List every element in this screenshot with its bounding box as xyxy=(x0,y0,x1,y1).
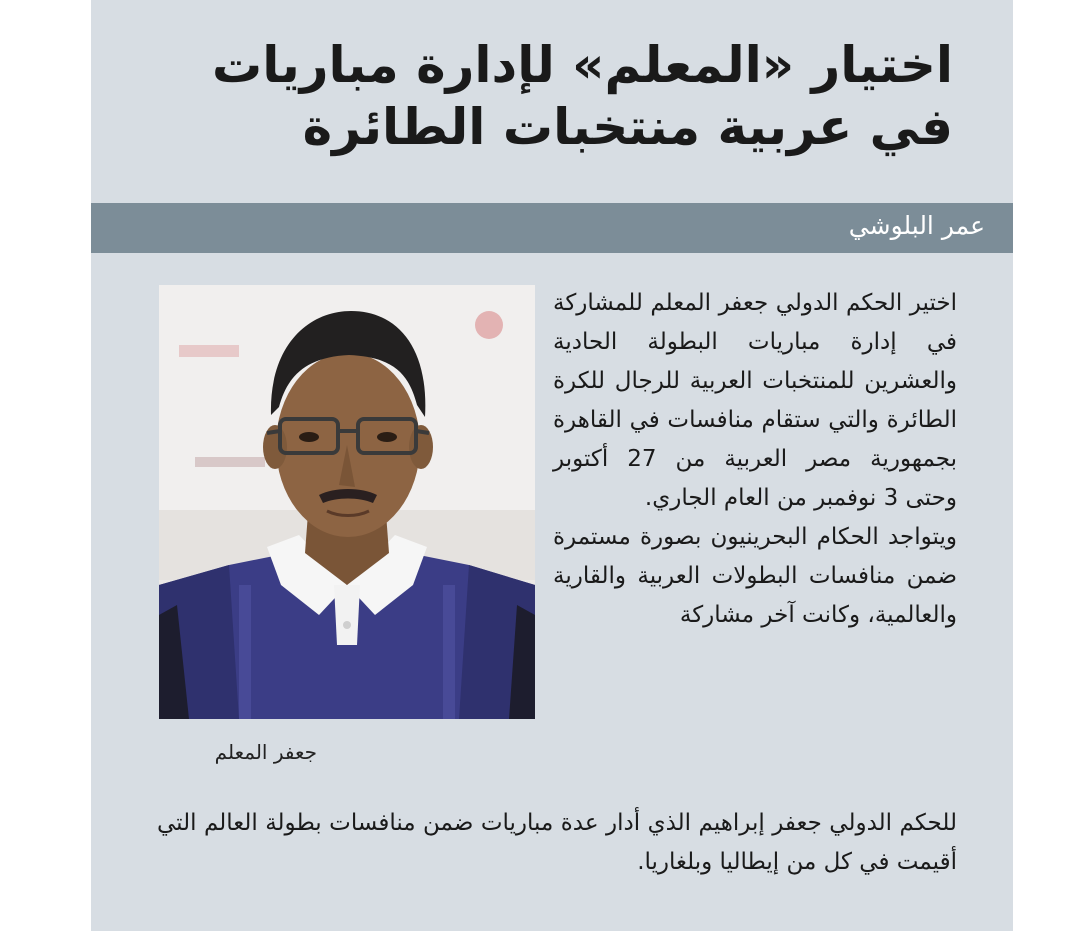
headline-line-1: اختيار «المعلم» لإدارة مباريات xyxy=(211,36,953,94)
headline xyxy=(131,34,953,158)
byline-bar xyxy=(91,203,1013,253)
portrait-image xyxy=(159,285,535,719)
article-body-wide xyxy=(157,804,957,882)
photo-caption: جعفر المعلم xyxy=(214,740,317,764)
author-name: عمر البلوشي xyxy=(848,211,985,240)
paragraph-2-part-2: للحكم الدولي جعفر إبراهيم الذي أدار عدة مباريات ضمن منافسات بطولة العالم التي أقيمت في كل من إيطاليا وبلغاريا. xyxy=(157,810,957,875)
headline-line-2: في عربية منتخبات الطائرة xyxy=(302,98,953,156)
article-body-column xyxy=(553,284,957,635)
paragraph-2-part-1: ويتواجد الحكام البحرينيون بصورة مستمرة ضمن منافسات البطولات العربية والقارية والعالمية، وكانت آخر مشاركة xyxy=(553,524,957,628)
article-page xyxy=(91,0,1013,931)
author-photo xyxy=(159,285,535,719)
paragraph-1: اختير الحكم الدولي جعفر المعلم للمشاركة في إدارة مباريات البطولة الحادية والعشرين للمنتخبات العربية للرجال للكرة الطائرة والتي ستقام منافسات في القاهرة بجمهورية مصر العربية من 27 أكتوبر وحتى 3 نوفمبر من العام الجاري. xyxy=(553,290,957,511)
